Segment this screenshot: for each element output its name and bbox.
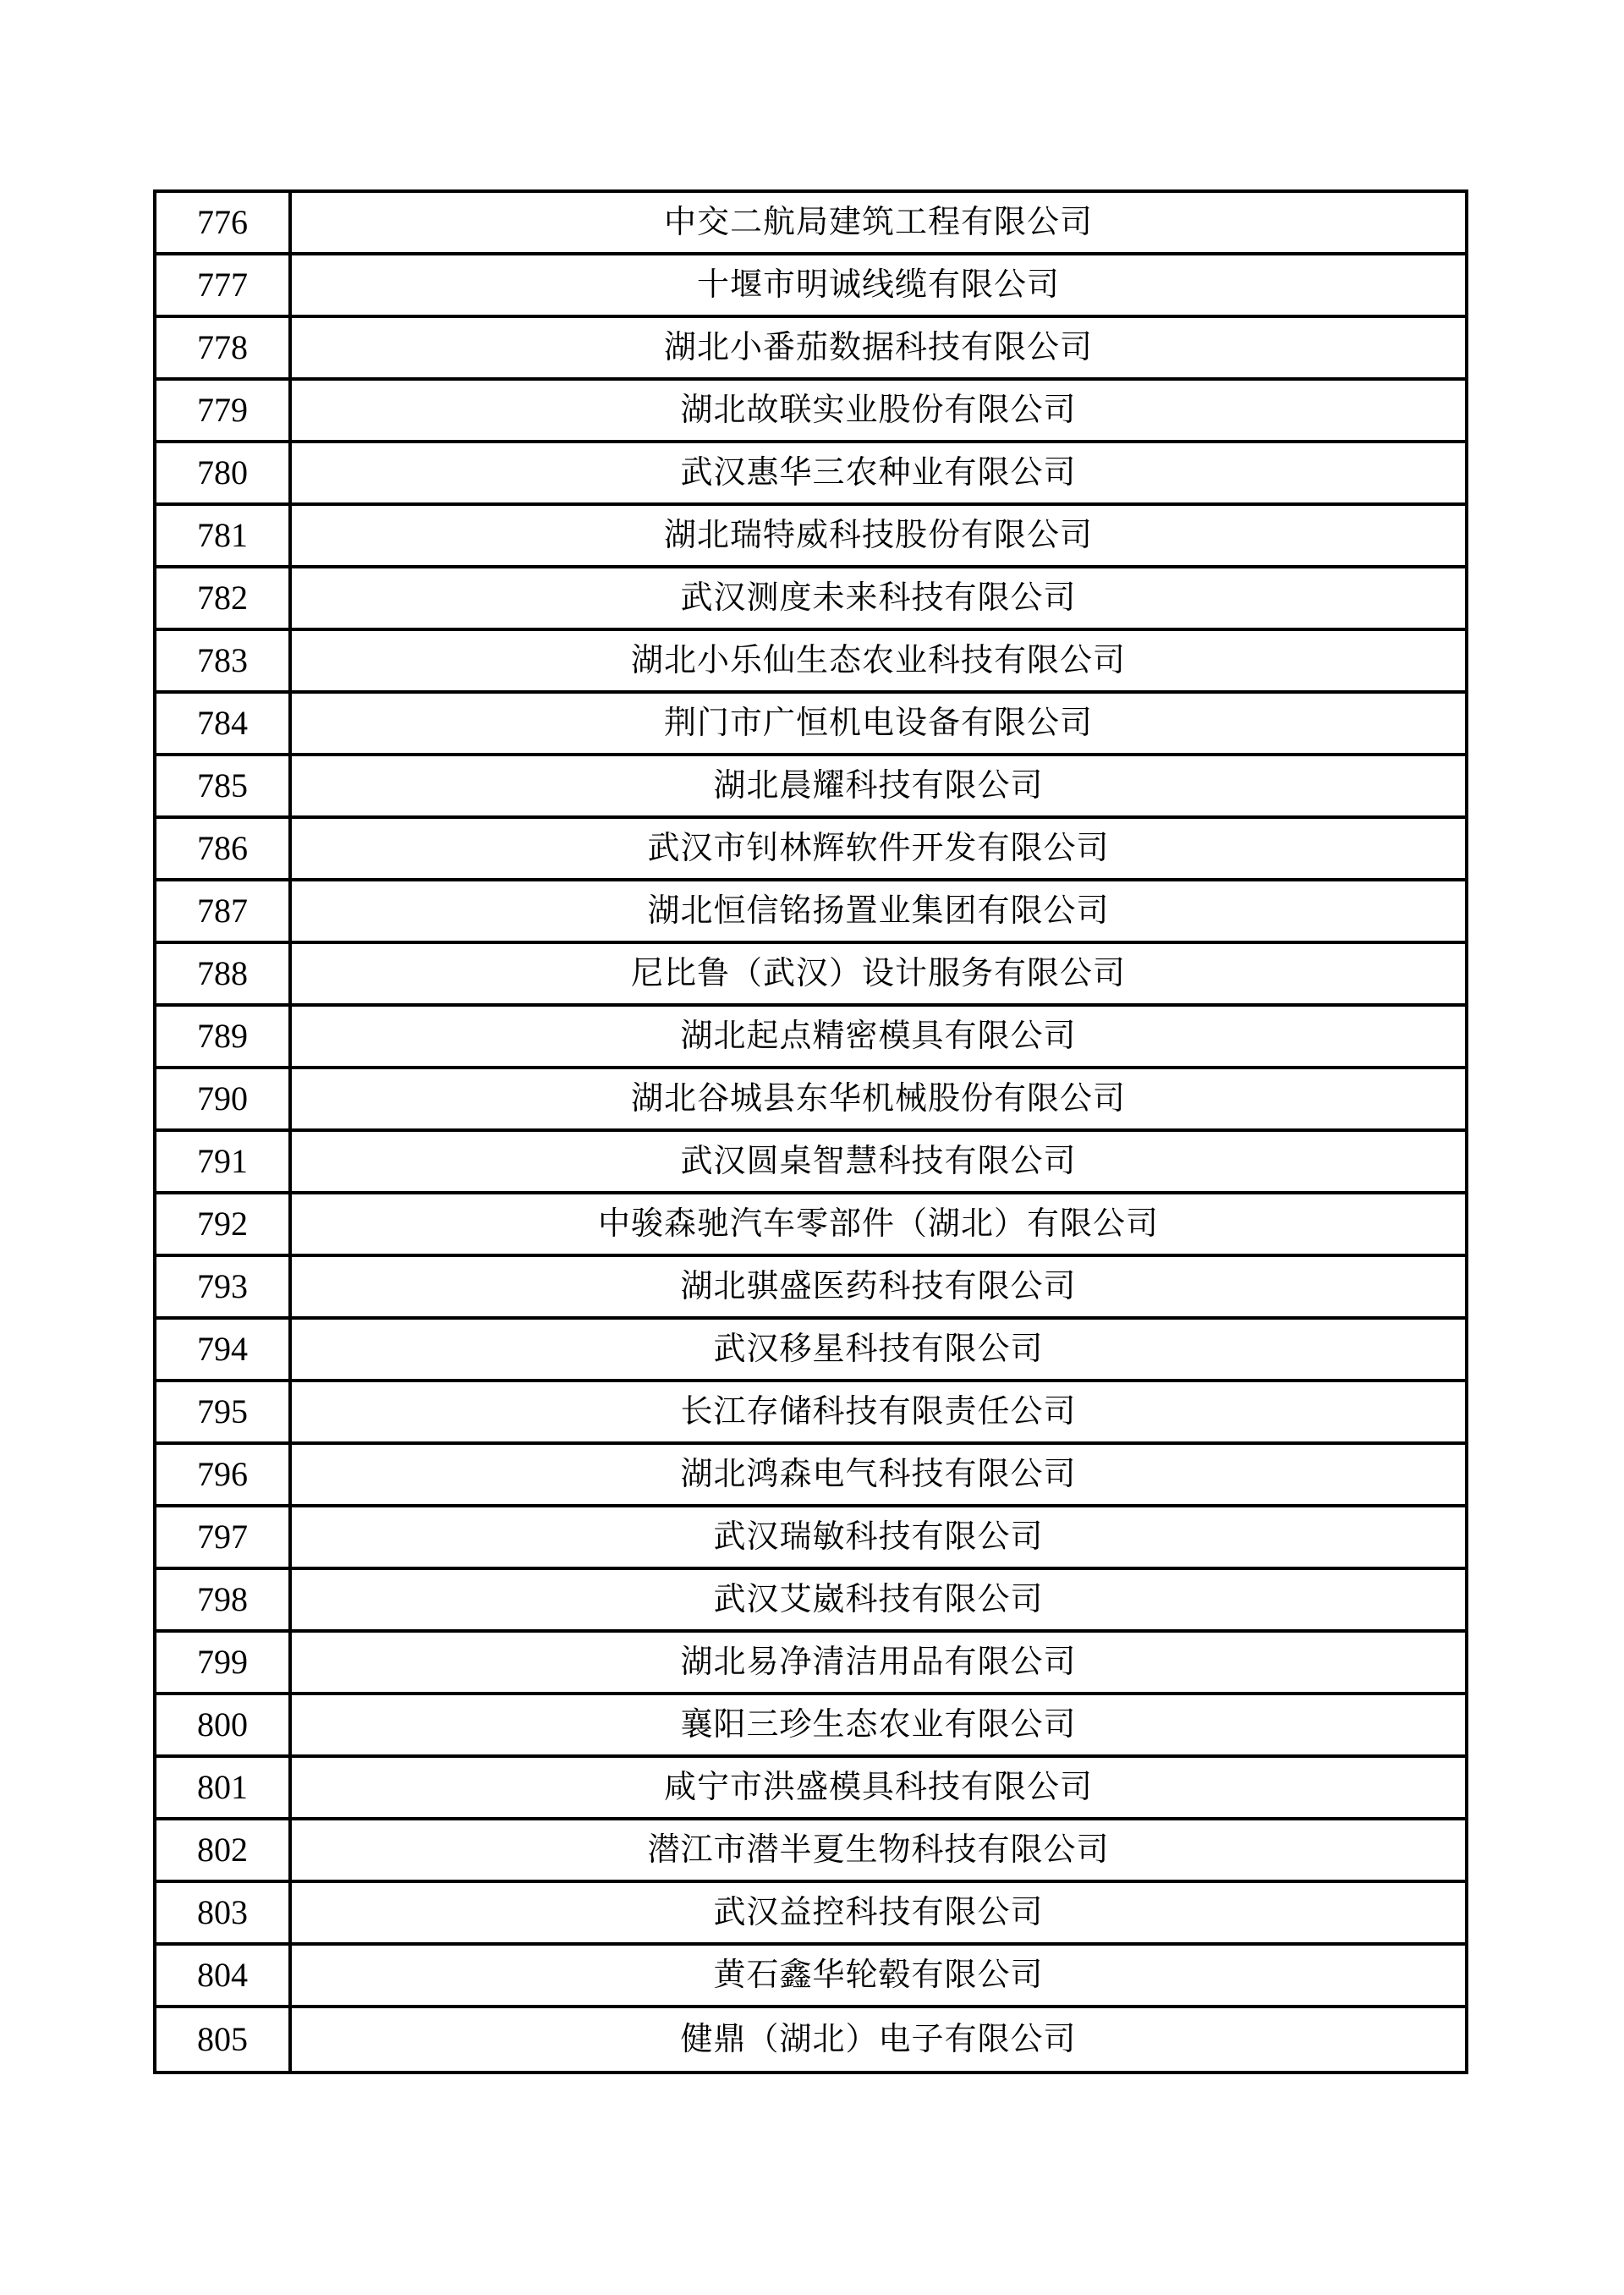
row-number: 783 (197, 641, 248, 679)
row-number: 803 (197, 1893, 248, 1931)
company-name: 湖北晨耀科技有限公司 (713, 768, 1044, 804)
table-row (156, 1695, 1465, 1758)
table-row (156, 1820, 1465, 1883)
row-number: 795 (197, 1392, 248, 1430)
table-row (156, 1007, 1465, 1069)
row-number-cell (156, 1946, 292, 2005)
row-number: 801 (197, 1768, 248, 1806)
row-number-cell (156, 568, 292, 628)
company-name-cell (292, 819, 1465, 878)
row-number-cell (156, 944, 292, 1003)
row-number-cell (156, 443, 292, 502)
table-row (156, 506, 1465, 568)
company-name: 潜江市潜半夏生物科技有限公司 (647, 1832, 1110, 1868)
row-number-cell (156, 193, 292, 252)
company-name: 武汉益控科技有限公司 (713, 1895, 1044, 1930)
row-number: 790 (197, 1079, 248, 1117)
row-number-cell (156, 1007, 292, 1066)
table-row (156, 1257, 1465, 1320)
table-row (156, 1633, 1465, 1695)
company-name-cell (292, 1570, 1465, 1629)
table-row (156, 193, 1465, 255)
row-number-cell (156, 694, 292, 753)
row-number: 784 (197, 704, 248, 742)
company-name-cell (292, 318, 1465, 377)
company-name-cell (292, 2008, 1465, 2071)
company-name: 武汉市钊林辉软件开发有限公司 (647, 831, 1110, 866)
company-name-cell (292, 1132, 1465, 1191)
company-name: 武汉瑞敏科技有限公司 (713, 1519, 1044, 1555)
company-name: 荆门市广恒机电设备有限公司 (663, 706, 1093, 741)
company-name: 湖北鸿森电气科技有限公司 (680, 1457, 1077, 1492)
table-row (156, 1507, 1465, 1570)
company-name-cell (292, 381, 1465, 440)
table-row (156, 318, 1465, 381)
company-name: 湖北易净清洁用品有限公司 (680, 1644, 1077, 1680)
company-name: 武汉测度未来科技有限公司 (680, 580, 1077, 616)
row-number-cell (156, 1320, 292, 1379)
row-number-cell (156, 1507, 292, 1567)
row-number-cell (156, 1570, 292, 1629)
company-name: 中骏森驰汽车零部件（湖北）有限公司 (597, 1206, 1159, 1242)
table-row (156, 881, 1465, 944)
row-number-cell (156, 1820, 292, 1880)
company-name-cell (292, 255, 1465, 315)
table-row (156, 819, 1465, 881)
table-row (156, 1194, 1465, 1257)
table-row (156, 568, 1465, 631)
row-number: 793 (197, 1267, 248, 1305)
row-number: 786 (197, 829, 248, 867)
row-number-cell (156, 255, 292, 315)
company-name-cell (292, 1257, 1465, 1316)
company-name: 湖北恒信铭扬置业集团有限公司 (647, 893, 1110, 929)
row-number: 788 (197, 954, 248, 992)
company-name: 湖北瑞特威科技股份有限公司 (663, 518, 1093, 553)
company-name-cell (292, 1320, 1465, 1379)
row-number: 796 (197, 1455, 248, 1493)
row-number: 776 (197, 203, 248, 241)
company-name: 黄石鑫华轮毂有限公司 (713, 1957, 1044, 1993)
table-row (156, 1946, 1465, 2008)
table-row (156, 255, 1465, 318)
company-name-cell (292, 1194, 1465, 1254)
row-number-cell (156, 318, 292, 377)
company-name-cell (292, 1507, 1465, 1567)
row-number-cell (156, 1883, 292, 1942)
row-number-cell (156, 819, 292, 878)
row-number-cell (156, 1069, 292, 1128)
row-number: 799 (197, 1643, 248, 1681)
table-row (156, 1570, 1465, 1633)
company-name-cell (292, 944, 1465, 1003)
company-name: 武汉移星科技有限公司 (713, 1331, 1044, 1367)
row-number: 805 (197, 2020, 248, 2058)
company-name-cell (292, 1633, 1465, 1692)
row-number-cell (156, 1695, 292, 1754)
table-row (156, 2008, 1465, 2071)
row-number: 792 (197, 1205, 248, 1243)
company-name-cell (292, 631, 1465, 690)
row-number: 798 (197, 1580, 248, 1618)
company-name: 武汉艾崴科技有限公司 (713, 1582, 1044, 1617)
table-row (156, 1445, 1465, 1507)
company-name: 武汉惠华三农种业有限公司 (680, 455, 1077, 491)
row-number: 787 (197, 892, 248, 930)
table-row (156, 1132, 1465, 1194)
row-number: 804 (197, 1956, 248, 1994)
row-number: 778 (197, 328, 248, 366)
table-row (156, 756, 1465, 819)
row-number-cell (156, 506, 292, 565)
row-number: 794 (197, 1330, 248, 1368)
company-name-cell (292, 506, 1465, 565)
company-name-cell (292, 1007, 1465, 1066)
table-row (156, 694, 1465, 756)
table-row (156, 1320, 1465, 1382)
row-number-cell (156, 1132, 292, 1191)
company-name-cell (292, 1883, 1465, 1942)
company-name-cell (292, 1445, 1465, 1504)
row-number: 780 (197, 453, 248, 491)
row-number-cell (156, 1257, 292, 1316)
row-number-cell (156, 756, 292, 815)
row-number: 797 (197, 1518, 248, 1556)
company-name-cell (292, 568, 1465, 628)
row-number: 779 (197, 391, 248, 429)
row-number-cell (156, 1633, 292, 1692)
company-name-cell (292, 1820, 1465, 1880)
company-name: 湖北起点精密模具有限公司 (680, 1018, 1077, 1054)
row-number-cell (156, 881, 292, 941)
company-name-cell (292, 1946, 1465, 2005)
company-name: 湖北谷城县东华机械股份有限公司 (630, 1081, 1126, 1117)
company-name-cell (292, 881, 1465, 941)
table-row (156, 1382, 1465, 1445)
row-number-cell (156, 1194, 292, 1254)
row-number-cell (156, 1758, 292, 1817)
company-name: 健鼎（湖北）电子有限公司 (680, 2022, 1077, 2057)
row-number-cell (156, 631, 292, 690)
company-name: 湖北骐盛医药科技有限公司 (680, 1269, 1077, 1304)
row-number-cell (156, 1382, 292, 1441)
row-number: 789 (197, 1017, 248, 1055)
company-name: 十堰市明诚线缆有限公司 (696, 267, 1060, 303)
company-name: 湖北小乐仙生态农业科技有限公司 (630, 643, 1126, 678)
company-name: 武汉圆桌智慧科技有限公司 (680, 1144, 1077, 1179)
row-number: 802 (197, 1831, 248, 1869)
company-name-cell (292, 1382, 1465, 1441)
row-number: 785 (197, 766, 248, 804)
row-number: 777 (197, 266, 248, 304)
row-number: 781 (197, 516, 248, 554)
company-name: 尼比鲁（武汉）设计服务有限公司 (630, 956, 1126, 991)
table-row (156, 1883, 1465, 1946)
company-name-cell (292, 1695, 1465, 1754)
row-number-cell (156, 1445, 292, 1504)
company-name: 长江存储科技有限责任公司 (680, 1394, 1077, 1430)
row-number-cell (156, 2008, 292, 2071)
row-number: 791 (197, 1142, 248, 1180)
table-row (156, 443, 1465, 506)
company-name: 中交二航局建筑工程有限公司 (663, 205, 1093, 240)
company-name-cell (292, 694, 1465, 753)
table-row (156, 944, 1465, 1007)
company-name-cell (292, 443, 1465, 502)
table-row (156, 1069, 1465, 1132)
row-number-cell (156, 381, 292, 440)
table-row (156, 1758, 1465, 1820)
company-name-cell (292, 756, 1465, 815)
company-name-cell (292, 193, 1465, 252)
company-name: 咸宁市洪盛模具科技有限公司 (663, 1770, 1093, 1805)
company-table (153, 189, 1468, 2074)
company-name: 湖北故联实业股份有限公司 (680, 393, 1077, 428)
table-row (156, 381, 1465, 443)
table-row (156, 631, 1465, 694)
company-name: 湖北小番茄数据科技有限公司 (663, 330, 1093, 365)
company-name-cell (292, 1758, 1465, 1817)
row-number: 782 (197, 579, 248, 617)
row-number: 800 (197, 1705, 248, 1743)
company-name: 襄阳三珍生态农业有限公司 (680, 1707, 1077, 1743)
company-name-cell (292, 1069, 1465, 1128)
